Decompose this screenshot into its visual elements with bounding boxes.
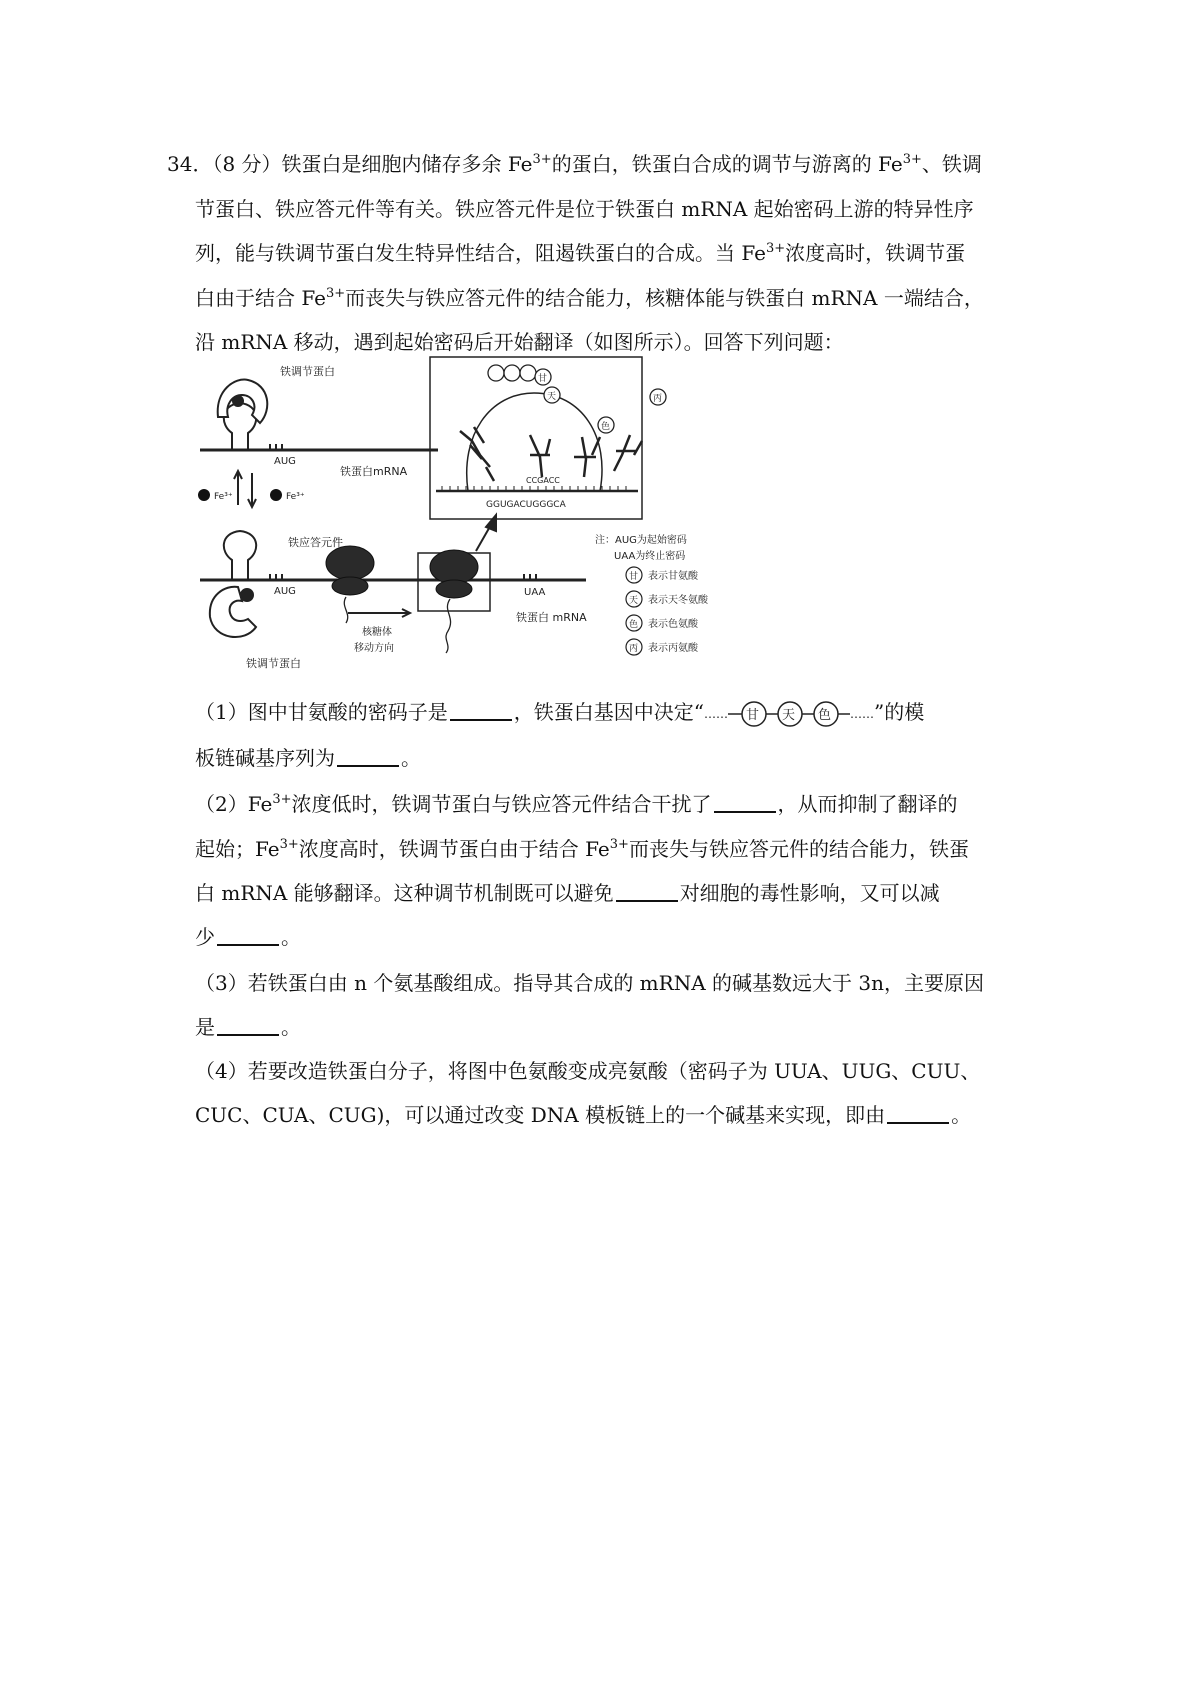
legend-text-gan: 表示甘氨酸 — [648, 571, 698, 582]
label-iron-response-element: 铁应答元件 — [288, 536, 343, 549]
fe-ion-right — [270, 489, 282, 501]
chain-tian: 天 — [781, 708, 795, 723]
ribosome-small-subunit-2 — [436, 580, 472, 598]
peptide-symbol-gan: 甘 — [538, 374, 548, 384]
q4-line-2: CUC、CUA、CUG)，可以通过改变 DNA 模板链上的一个碱基来实现，即由 。 — [195, 1103, 972, 1127]
legend-note-2: UAA为终止密码 — [614, 551, 686, 562]
label-fe-left: Fe³⁺ — [214, 492, 233, 502]
q2-line-4: 少 。 — [195, 925, 301, 949]
legend-symbol-tian: 天 — [629, 596, 639, 606]
q2-line-1: $(2)Fe^{3+}$浓度低时，铁调节蛋白与铁应答元件结合干扰了 ，从而抑制了翻译的 — [195, 792, 958, 816]
q4-blank-1[interactable] — [887, 1104, 949, 1124]
q3-line-2: 是 。 — [195, 1015, 301, 1039]
figure-legend — [595, 533, 709, 655]
q2-blank-1[interactable] — [714, 793, 776, 813]
ribosome-large-subunit-1 — [326, 546, 374, 580]
amino-acid-chain — [704, 700, 874, 728]
legend-text-se: 表示色氨酸 — [648, 619, 698, 630]
stem-line-1: 34．（8 分）铁蛋白是细胞内储存多余 $Fe^{3+}$的蛋白，铁蛋白合成的调节与游离的 $Fe^{3+}$、铁调 — [167, 152, 982, 176]
polypeptide-1 — [344, 597, 347, 623]
question-number: 34． — [167, 152, 213, 176]
question-score: （8 分） — [212, 152, 282, 176]
svg-text:……: …… — [703, 707, 728, 721]
trna-4 — [614, 435, 642, 471]
svg-text:……: …… — [849, 707, 874, 721]
q1-line-2: 板链碱基序列为 。 — [195, 746, 421, 770]
fe-ion-left — [198, 489, 210, 501]
ribosome-large-subunit-2 — [430, 550, 478, 584]
q4-line-1: （4）若要改造铁蛋白分子，将图中色氨酸变成亮氨酸（密码子为 UUA、UUG、CUU、 — [195, 1059, 981, 1083]
q1-line-1: （1）图中甘氨酸的密码子是 ，铁蛋白基因中决定“ …… 甘 天 色 …… ”的模 — [195, 696, 924, 728]
ire-hairpin-bottom — [224, 531, 256, 580]
label-ribosome-direction-1: 核糖体 — [362, 627, 392, 638]
label-mrna-seq: GGUGACUGGGCA — [486, 500, 566, 510]
peptide-symbol-tian: 天 — [547, 392, 557, 402]
legend-text-bing: 表示丙氨酸 — [648, 643, 698, 654]
polypeptide-2 — [446, 599, 451, 653]
chain-gan: 甘 — [745, 708, 759, 723]
stem-line-4: 白由于结合 $Fe^{3+}$而丧失与铁应答元件的结合能力，核糖体能与铁蛋白 mRNA 一端结合， — [195, 286, 984, 310]
q1-blank-1[interactable] — [450, 701, 512, 721]
legend-text-tian: 表示天冬氨酸 — [648, 595, 708, 606]
q3-blank-1[interactable] — [217, 1016, 279, 1036]
label-ferritin-mrna-bottom: 铁蛋白 mRNA — [516, 611, 587, 624]
q2-blank-2[interactable] — [616, 882, 678, 902]
stem-line-3: 列，能与铁调节蛋白发生特异性结合，阻遏铁蛋白的合成。当 $Fe^{3+}$浓度高时，铁调节蛋 — [195, 241, 966, 265]
q2-line-3: 白 mRNA 能够翻译。这种调节机制既可以避免 对细胞的毒性影响，又可以减 — [195, 881, 940, 905]
ire-hairpin-top — [224, 403, 256, 450]
label-uaa: UAA — [524, 587, 546, 598]
label-fe-right: Fe³⁺ — [286, 492, 305, 502]
trna-1 — [460, 427, 494, 481]
label-anticodon: CCGACC — [526, 476, 560, 485]
legend-symbol-se: 色 — [629, 620, 639, 630]
trna-2 — [530, 435, 550, 477]
label-ferritin-mrna-top: 铁蛋白mRNA — [340, 465, 408, 478]
stem-line-5: 沿 mRNA 移动，遇到起始密码后开始翻译（如图所示）。回答下列问题： — [195, 330, 844, 354]
label-aug-bottom: AUG — [274, 586, 296, 597]
legend-note-1: 注：AUG为起始密码 — [595, 535, 687, 546]
label-aug-top: AUG — [274, 456, 296, 467]
q2-line-2: 起始；$Fe^{3+}$浓度高时，铁调节蛋白由于结合 $Fe^{3+}$而丧失与铁应答元件的结合能力，铁蛋 — [195, 837, 969, 861]
legend-symbol-bing: 丙 — [629, 644, 639, 654]
stem-line-2: 节蛋白、铁应答元件等有关。铁应答元件是位于铁蛋白 mRNA 起始密码上游的特异性序 — [195, 197, 974, 221]
q3-line-1: （3）若铁蛋白由 n 个氨基酸组成。指导其合成的 mRNA 的碱基数远大于 3n，主要原因 — [195, 971, 984, 995]
ribosome-small-subunit-1 — [332, 577, 368, 595]
label-ribosome-direction-2: 移动方向 — [354, 643, 394, 654]
q2-blank-3[interactable] — [217, 926, 279, 946]
trna-3 — [574, 437, 600, 477]
peptide-symbol-bing: 丙 — [653, 394, 663, 404]
q1-blank-2[interactable] — [337, 747, 399, 767]
label-iron-regulatory-protein-bottom: 铁调节蛋白 — [246, 657, 301, 670]
iron-regulation-figure — [190, 355, 770, 675]
label-iron-regulatory-protein-top: 铁调节蛋白 — [280, 365, 335, 378]
legend-symbol-gan: 甘 — [629, 572, 639, 582]
fe-bound-top — [233, 396, 243, 406]
fe-bound-bottom — [241, 589, 253, 601]
peptide-symbol-se: 色 — [601, 422, 611, 432]
chain-se: 色 — [817, 708, 831, 723]
